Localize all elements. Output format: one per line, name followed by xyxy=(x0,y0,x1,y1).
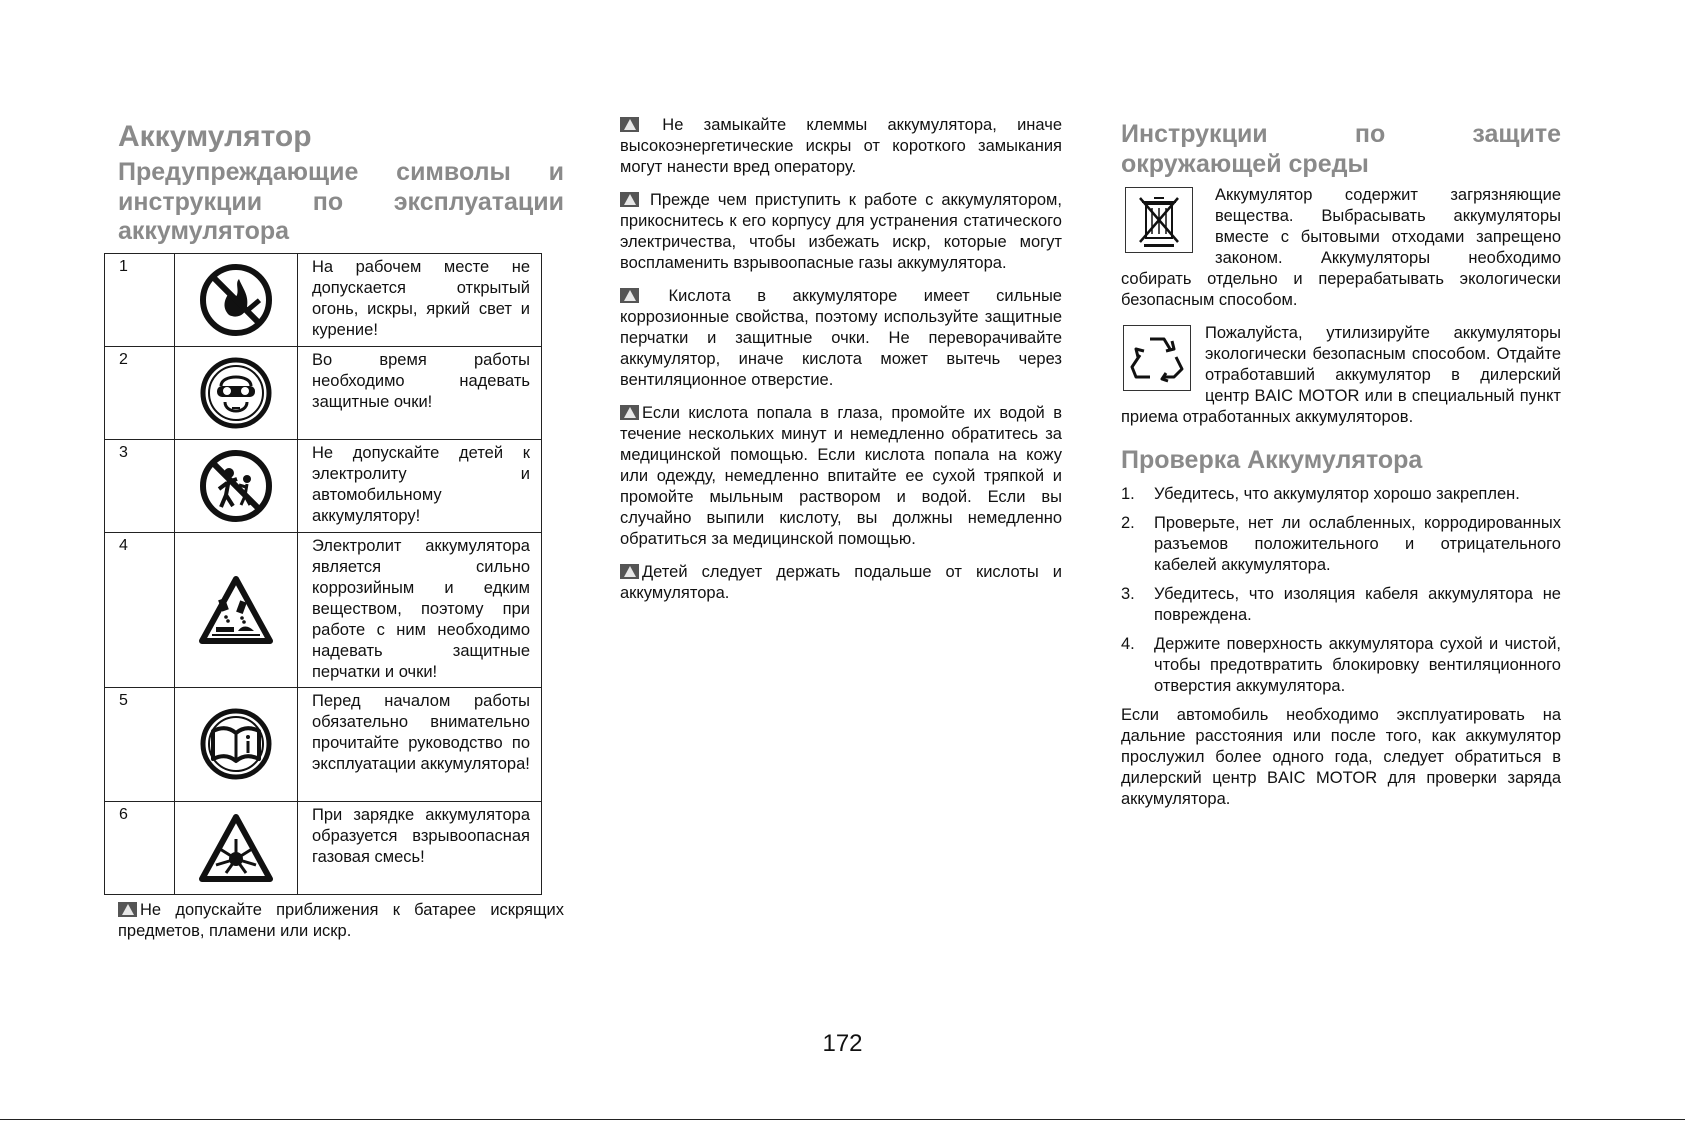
table-row xyxy=(105,687,542,801)
corrosive-warning-icon xyxy=(198,575,274,645)
row-number: 1 xyxy=(105,253,175,346)
paragraph: Пожалуйста, утилизируйте аккумуляторы экологически безопасным способом. Отдайте отработавший аккумулятор в дилерский центр BAIC MOTOR или в специальный пункт приема отработанных аккумуляторов. xyxy=(1121,324,1561,426)
page-title: Аккумулятор xyxy=(118,120,312,153)
row-number: 3 xyxy=(105,439,175,532)
warning-icon xyxy=(620,405,639,420)
paragraph: Кислота в аккумуляторе имеет сильные коррозионные свойства, поэтому используйте защитные перчатки и защитные очки. Не переворачивайте аккумулятор, иначе кислота может вытечь через вентиляционное отверстие. xyxy=(620,287,1062,389)
safety-goggles-icon xyxy=(199,356,273,430)
no-children-icon xyxy=(199,449,273,523)
check-list xyxy=(1121,484,1561,697)
no-trash-bin-icon xyxy=(1125,187,1193,253)
warning-icon xyxy=(118,902,137,917)
warning-text: На рабочем месте не допускается открытый огонь, искры, яркий свет и курение! xyxy=(298,253,542,346)
warning-text: Не допускайте детей к электролиту и автомобильному аккумулятору! xyxy=(298,439,542,532)
list-item: 3. Убедитесь, что изоляция кабеля аккумулятора не повреждена. xyxy=(1121,584,1561,624)
section-title-warnings: Предупреждающие символы и инструкции по эксплуатации аккумулятора xyxy=(118,158,564,245)
table-row xyxy=(105,801,542,894)
left-column xyxy=(118,115,564,954)
row-number: 2 xyxy=(105,346,175,439)
bottom-border xyxy=(0,1119,1685,1120)
paragraph: Прежде чем приступить к работе с аккумулятором, прикоснитесь к его корпусу для устранения статического электричества, чтобы избежать искр, которые могут воспламенить взрывоопасные газы аккумулятора. xyxy=(620,191,1062,272)
recycle-icon xyxy=(1123,325,1191,391)
no-fire-icon xyxy=(199,263,273,337)
row-number: 4 xyxy=(105,532,175,687)
warning-icon xyxy=(620,192,639,207)
list-item: 1. Убедитесь, что аккумулятор хорошо закреплен. xyxy=(1121,484,1520,503)
row-number: 5 xyxy=(105,687,175,801)
paragraph: Не замыкайте клеммы аккумулятора, иначе высокоэнергетические искры от короткого замыкания могут нанести вред оператору. xyxy=(620,116,1062,176)
middle-column xyxy=(620,115,1062,616)
warning-icon xyxy=(620,564,639,579)
section-title-battery-check: Проверка Аккумулятора xyxy=(1121,446,1423,474)
right-column xyxy=(1121,115,1561,822)
note-text: Не допускайте приближения к батарее искрящих предметов, пламени или искр. xyxy=(118,900,564,940)
read-manual-icon xyxy=(199,707,273,781)
table-row xyxy=(105,346,542,439)
page-number: 172 xyxy=(822,1030,863,1057)
warning-icon xyxy=(620,288,639,303)
paragraph: Аккумулятор содержит загрязняющие вещества. Выбрасывать аккумуляторы вместе с бытовыми отходами запрещено законом. Аккумуляторы необходимо собирать отдельно и перерабатывать экологически безопасным способом. xyxy=(1121,186,1561,309)
spark-warning-note xyxy=(118,900,564,942)
warning-text: Электролит аккумулятора является сильно коррозийным и едким веществом, поэтому при работе с ним необходимо надевать защитные перчатки и очки! xyxy=(298,532,542,687)
warning-icon xyxy=(620,117,639,132)
warning-text: Во время работы необходимо надевать защитные очки! xyxy=(298,346,542,439)
paragraph: Если автомобиль необходимо эксплуатировать на дальние расстояния или после того, как аккумулятор прослужил более одного года, следует обратиться в дилерский центр BAIC MOTOR для проверки заряда аккумулятора. xyxy=(1121,705,1561,808)
warning-text: При зарядке аккумулятора образуется взрывоопасная газовая смесь! xyxy=(298,801,542,894)
table-row xyxy=(105,532,542,687)
list-item: 4. Держите поверхность аккумулятора сухой и чистой, чтобы предотвратить блокировку вентиляционного отверстия аккумулятора. xyxy=(1121,634,1561,695)
list-item: 2. Проверьте, нет ли ослабленных, корродированных разъемов положительного и отрицательного кабелей аккумулятора. xyxy=(1121,513,1561,574)
paragraph: Если кислота попала в глаза, промойте их водой в течение нескольких минут и немедленно обратитесь за медицинской помощью. Если кислота попала на кожу или одежду, немедленно впитайте ее сухой тряпкой и промойте мыльным раствором и водой. Если вы случайно выпили кислоту, вы должны немедленно обратиться за медицинской помощью. xyxy=(620,404,1062,548)
row-number: 6 xyxy=(105,801,175,894)
paragraph: Детей следует держать подальше от кислоты и аккумулятора. xyxy=(620,563,1062,602)
explosive-gas-warning-icon xyxy=(198,813,274,883)
table-row xyxy=(105,253,542,346)
warnings-table xyxy=(104,253,542,895)
section-title-environment: Инструкции по защите окружающей среды xyxy=(1121,120,1561,178)
table-row xyxy=(105,439,542,532)
warning-text: Перед началом работы обязательно внимательно прочитайте руководство по эксплуатации аккумулятора! xyxy=(298,687,542,801)
